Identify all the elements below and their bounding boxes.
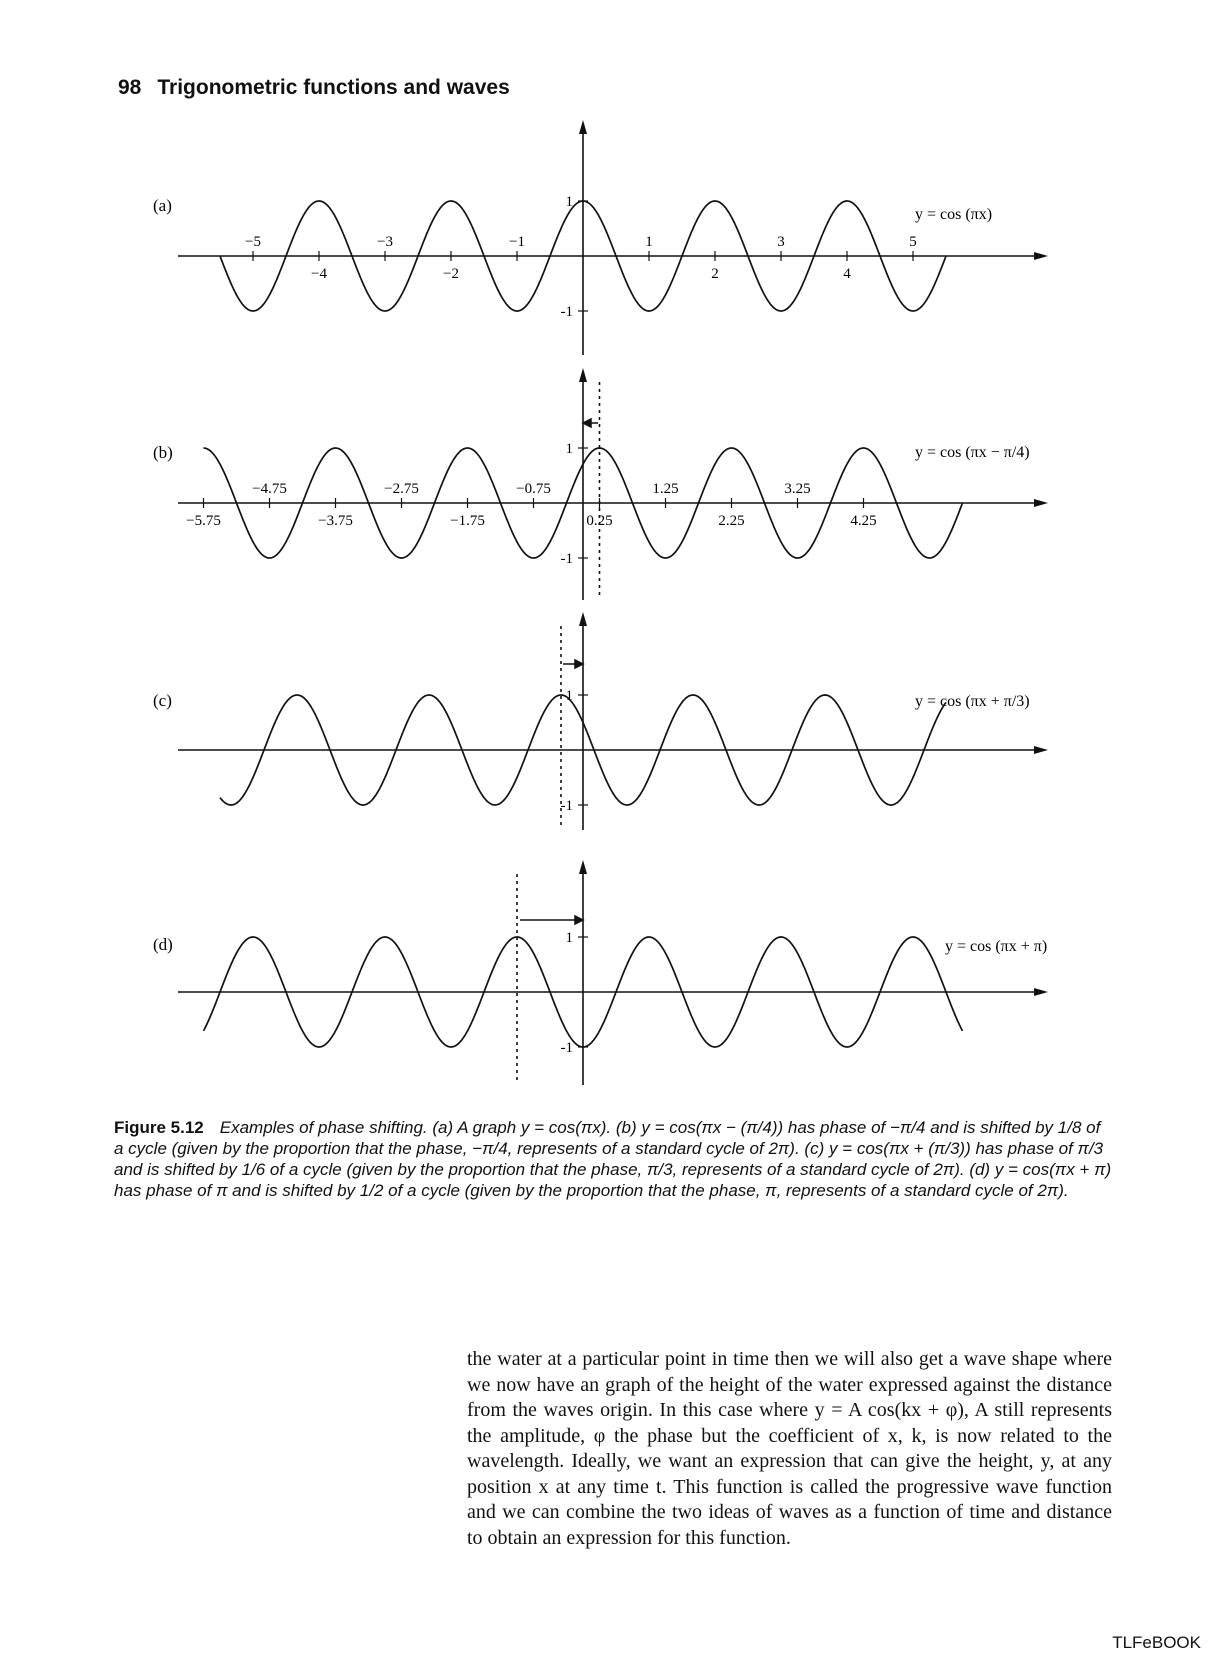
- x-tick-label: −4: [311, 266, 327, 282]
- panel-b: [178, 368, 1048, 600]
- y-tick-label: -1: [560, 304, 573, 320]
- y-tick-label: -1: [560, 1040, 573, 1056]
- x-axis-arrow: [1034, 988, 1048, 996]
- shift-arrow-d: [520, 916, 583, 924]
- shift-arrow-c: [563, 660, 583, 668]
- y-axis-arrow: [579, 860, 587, 874]
- y-tick-label: 1: [565, 688, 573, 704]
- x-tick-label: 1.25: [652, 481, 679, 497]
- x-axis-arrow: [1034, 252, 1048, 260]
- equation-b: y = cos (πx − π/4): [915, 444, 1030, 461]
- equation-d: y = cos (πx + π): [945, 938, 1048, 955]
- y-tick-label: -1: [560, 798, 573, 814]
- x-tick-label: −1: [509, 234, 525, 250]
- body-paragraph: the water at a particular point in time then we will also get a wave shape where we now have an graph of the height of the water expressed against the distance from the waves origin. In this case where y = A cos(kx + φ), A still represents the amplitude, φ the phase but the coefficient of x, k, is now related to the wavelength. Ideally, we want an expression that can give the height, y, at any position x at any time t. This function is called the progressive wave function and we can combine the two ideas of waves as a function of time and distance to obtain an expression for this function.: [467, 1348, 1112, 1549]
- y-tick-label: -1: [560, 551, 573, 567]
- figure-label: Figure 5.12: [114, 1118, 204, 1137]
- x-tick-label: −1.75: [450, 513, 485, 529]
- x-tick-label: 1: [645, 234, 653, 250]
- caption-text: Examples of phase shifting. (a) A graph y = cos(πx). (b) y = cos(πx − (π/4)) has phase of −π/4 and is shifted by 1/8 of a cycle (given by the proportion that the phase, −π/4, represents of a standard cycle of 2π). (c) y = cos(πx + (π/3)) has phase of π/3 and is shifted by 1/6 of a cycle (given by the proportion that the phase, π/3, represents of a standard cycle of 2π). (d) y = cos(πx + π) has phase of π and is shifted by 1/2 of a cycle (given by the proportion that the phase, π, represents of a standard cycle of 2π).: [114, 1118, 1112, 1200]
- panel-d: [178, 860, 1048, 1085]
- x-tick-label: −5: [245, 234, 261, 250]
- x-tick-label: 3.25: [784, 481, 811, 497]
- x-tick-label: −3: [377, 234, 393, 250]
- x-tick-label: −5.75: [186, 513, 221, 529]
- x-tick-label: −2: [443, 266, 459, 282]
- panel-label-b: (b): [153, 443, 173, 462]
- x-tick-label: −0.75: [516, 481, 551, 497]
- y-tick-label: 1: [565, 441, 573, 457]
- figure-caption: [114, 1117, 1114, 1201]
- panel-a: [178, 120, 1048, 355]
- x-tick-label: 4.25: [850, 513, 877, 529]
- y-tick-label: 1: [565, 194, 573, 210]
- equation-c: y = cos (πx + π/3): [915, 693, 1030, 710]
- x-tick-label: −4.75: [252, 481, 287, 497]
- x-axis-arrow: [1034, 499, 1048, 507]
- x-axis-arrow: [1034, 746, 1048, 754]
- page-number: 98: [118, 76, 142, 99]
- panel-label-c: (c): [153, 691, 172, 710]
- x-tick-label: −2.75: [384, 481, 419, 497]
- x-tick-label: 5: [909, 234, 917, 250]
- y-axis-arrow: [579, 612, 587, 626]
- y-tick-label: 1: [565, 930, 573, 946]
- x-tick-label: 2.25: [718, 513, 745, 529]
- y-axis-arrow: [579, 120, 587, 134]
- x-tick-label: 4: [843, 266, 851, 282]
- equation-a: y = cos (πx): [915, 206, 993, 223]
- shift-arrow-b: [583, 419, 598, 427]
- footer-watermark: TLFeBOOK: [1112, 1633, 1201, 1652]
- x-tick-label: 3: [777, 234, 785, 250]
- y-axis-arrow: [579, 368, 587, 382]
- x-tick-label: −3.75: [318, 513, 353, 529]
- x-tick-label: 0.25: [586, 513, 613, 529]
- panel-c: [178, 612, 1048, 830]
- panel-label-d: (d): [153, 935, 173, 954]
- page-title: Trigonometric functions and waves: [157, 76, 510, 99]
- x-tick-label: 2: [711, 266, 719, 282]
- panel-label-a: (a): [153, 196, 172, 215]
